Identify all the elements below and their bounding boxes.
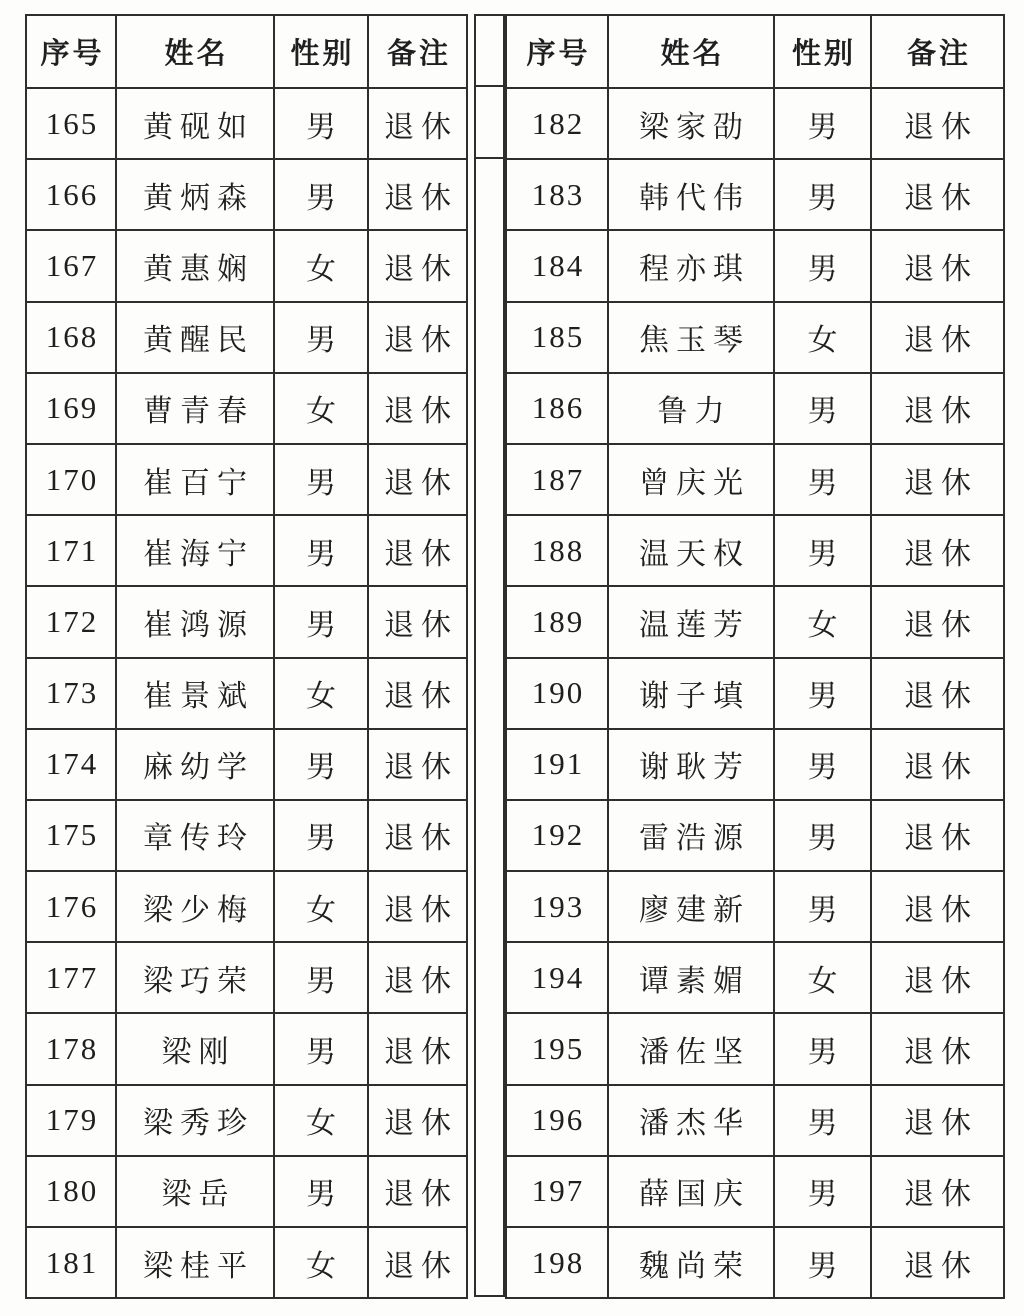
cell-serial: 173 — [26, 658, 116, 729]
cell-serial: 192 — [506, 800, 608, 871]
cell-gender: 男 — [774, 159, 871, 230]
cell-serial: 196 — [506, 1085, 608, 1156]
cell-name: 程亦琪 — [608, 230, 774, 301]
cell-serial: 187 — [506, 444, 608, 515]
cell-serial: 188 — [506, 515, 608, 586]
cell-name: 梁巧荣 — [116, 942, 274, 1013]
cell-remark: 退休 — [871, 159, 1004, 230]
cell-gender: 男 — [774, 88, 871, 159]
cell-serial: 189 — [506, 586, 608, 657]
cell-serial: 184 — [506, 230, 608, 301]
cell-gender: 男 — [774, 444, 871, 515]
cell-gender: 女 — [774, 942, 871, 1013]
cell-gender: 女 — [274, 230, 368, 301]
table-row — [26, 159, 467, 230]
cell-gender: 男 — [274, 88, 368, 159]
cell-name: 崔海宁 — [116, 515, 274, 586]
cell-serial: 198 — [506, 1227, 608, 1298]
table-row — [506, 230, 1004, 301]
cell-remark: 退休 — [368, 88, 467, 159]
cell-serial: 182 — [506, 88, 608, 159]
cell-gender: 男 — [774, 515, 871, 586]
table-row — [506, 1156, 1004, 1227]
cell-remark: 退休 — [368, 373, 467, 444]
cell-serial: 168 — [26, 302, 116, 373]
cell-name: 崔景斌 — [116, 658, 274, 729]
cell-name: 崔鸿源 — [116, 586, 274, 657]
cell-remark: 退休 — [871, 1156, 1004, 1227]
cell-gender: 女 — [274, 871, 368, 942]
cell-name: 黄惠娴 — [116, 230, 274, 301]
cell-serial: 194 — [506, 942, 608, 1013]
cell-gender: 男 — [274, 302, 368, 373]
cell-gender: 男 — [774, 800, 871, 871]
cell-name: 薛国庆 — [608, 1156, 774, 1227]
cell-name: 麻幼学 — [116, 729, 274, 800]
cell-serial: 197 — [506, 1156, 608, 1227]
cell-serial: 180 — [26, 1156, 116, 1227]
cell-gender: 男 — [274, 586, 368, 657]
table-row — [506, 1013, 1004, 1084]
cell-remark: 退休 — [368, 942, 467, 1013]
cell-name: 梁岳 — [116, 1156, 274, 1227]
cell-serial: 169 — [26, 373, 116, 444]
table-row — [506, 942, 1004, 1013]
table-row — [506, 373, 1004, 444]
cell-remark: 退休 — [368, 302, 467, 373]
cell-remark: 退休 — [368, 871, 467, 942]
table-row — [26, 871, 467, 942]
cell-gender: 女 — [774, 586, 871, 657]
cell-remark: 退休 — [368, 1227, 467, 1298]
cell-gender: 男 — [774, 871, 871, 942]
cell-name: 谢子填 — [608, 658, 774, 729]
cell-serial: 166 — [26, 159, 116, 230]
cell-name: 韩代伟 — [608, 159, 774, 230]
cell-name: 梁刚 — [116, 1013, 274, 1084]
header-row — [506, 15, 1004, 88]
cell-name: 曾庆光 — [608, 444, 774, 515]
cell-remark: 退休 — [871, 729, 1004, 800]
cell-remark: 退休 — [368, 1085, 467, 1156]
cell-gender: 女 — [274, 1227, 368, 1298]
cell-remark: 退休 — [368, 1156, 467, 1227]
table-header — [506, 15, 1004, 88]
cell-name: 温莲芳 — [608, 586, 774, 657]
cell-name: 魏尚荣 — [608, 1227, 774, 1298]
header-name: 姓名 — [116, 15, 274, 88]
spacer-cell — [476, 16, 503, 87]
table-row — [26, 729, 467, 800]
table-row — [506, 871, 1004, 942]
table-row — [26, 88, 467, 159]
table-row — [506, 88, 1004, 159]
cell-gender: 女 — [274, 1085, 368, 1156]
table-row — [26, 444, 467, 515]
table-row — [26, 1156, 467, 1227]
cell-remark: 退休 — [871, 230, 1004, 301]
table-row — [26, 586, 467, 657]
table-row — [506, 1085, 1004, 1156]
personnel-table-left — [25, 14, 468, 1299]
cell-name: 谢耿芳 — [608, 729, 774, 800]
cell-serial: 193 — [506, 871, 608, 942]
cell-gender: 男 — [774, 373, 871, 444]
cell-serial: 191 — [506, 729, 608, 800]
cell-name: 雷浩源 — [608, 800, 774, 871]
table-row — [506, 515, 1004, 586]
cell-serial: 176 — [26, 871, 116, 942]
table-row — [506, 444, 1004, 515]
cell-serial: 178 — [26, 1013, 116, 1084]
cell-gender: 男 — [274, 729, 368, 800]
table-header — [26, 15, 467, 88]
table-row — [506, 800, 1004, 871]
table-row — [26, 230, 467, 301]
table-row — [26, 373, 467, 444]
cell-name: 黄砚如 — [116, 88, 274, 159]
cell-gender: 女 — [774, 302, 871, 373]
cell-remark: 退休 — [871, 871, 1004, 942]
cell-serial: 179 — [26, 1085, 116, 1156]
personnel-table-right — [505, 14, 1005, 1299]
cell-gender: 男 — [774, 230, 871, 301]
table-row — [506, 658, 1004, 729]
header-gender: 性别 — [274, 15, 368, 88]
header-gender: 性别 — [774, 15, 871, 88]
cell-gender: 男 — [774, 658, 871, 729]
cell-remark: 退休 — [368, 586, 467, 657]
table-row — [506, 302, 1004, 373]
table-row — [506, 729, 1004, 800]
cell-remark: 退休 — [368, 729, 467, 800]
header-remark: 备注 — [368, 15, 467, 88]
cell-name: 黄醒民 — [116, 302, 274, 373]
cell-serial: 183 — [506, 159, 608, 230]
cell-serial: 175 — [26, 800, 116, 871]
cell-serial: 190 — [506, 658, 608, 729]
cell-remark: 退休 — [871, 373, 1004, 444]
cell-serial: 177 — [26, 942, 116, 1013]
cell-remark: 退休 — [871, 658, 1004, 729]
cell-remark: 退休 — [368, 230, 467, 301]
cell-remark: 退休 — [368, 159, 467, 230]
cell-remark: 退休 — [871, 1013, 1004, 1084]
cell-gender: 男 — [774, 1013, 871, 1084]
table-row — [26, 800, 467, 871]
cell-name: 廖建新 — [608, 871, 774, 942]
cell-remark: 退休 — [871, 1085, 1004, 1156]
table-row — [26, 515, 467, 586]
spacer-column — [474, 14, 505, 1297]
cell-name: 曹青春 — [116, 373, 274, 444]
cell-gender: 男 — [774, 1156, 871, 1227]
cell-serial: 165 — [26, 88, 116, 159]
cell-serial: 172 — [26, 586, 116, 657]
cell-gender: 男 — [274, 515, 368, 586]
cell-remark: 退休 — [871, 88, 1004, 159]
cell-name: 温天权 — [608, 515, 774, 586]
cell-name: 梁秀珍 — [116, 1085, 274, 1156]
cell-serial: 167 — [26, 230, 116, 301]
header-serial: 序号 — [506, 15, 608, 88]
cell-name: 章传玲 — [116, 800, 274, 871]
header-name: 姓名 — [608, 15, 774, 88]
cell-name: 梁家劭 — [608, 88, 774, 159]
cell-name: 崔百宁 — [116, 444, 274, 515]
cell-remark: 退休 — [368, 515, 467, 586]
cell-name: 梁少梅 — [116, 871, 274, 942]
cell-gender: 男 — [274, 159, 368, 230]
cell-gender: 男 — [274, 942, 368, 1013]
cell-serial: 195 — [506, 1013, 608, 1084]
cell-name: 谭素媚 — [608, 942, 774, 1013]
cell-name: 鲁力 — [608, 373, 774, 444]
cell-remark: 退休 — [871, 302, 1004, 373]
cell-name: 焦玉琴 — [608, 302, 774, 373]
header-row — [26, 15, 467, 88]
cell-name: 潘杰华 — [608, 1085, 774, 1156]
cell-gender: 男 — [774, 1227, 871, 1298]
cell-name: 梁桂平 — [116, 1227, 274, 1298]
cell-remark: 退休 — [871, 444, 1004, 515]
cell-gender: 女 — [274, 373, 368, 444]
table-row — [26, 1085, 467, 1156]
table-row — [506, 586, 1004, 657]
cell-gender: 男 — [274, 444, 368, 515]
cell-gender: 男 — [774, 729, 871, 800]
cell-serial: 181 — [26, 1227, 116, 1298]
cell-name: 潘佐坚 — [608, 1013, 774, 1084]
table-body — [506, 88, 1004, 1298]
table-row — [26, 302, 467, 373]
cell-remark: 退休 — [871, 942, 1004, 1013]
header-serial: 序号 — [26, 15, 116, 88]
cell-serial: 185 — [506, 302, 608, 373]
cell-gender: 男 — [274, 1013, 368, 1084]
table-body — [26, 88, 467, 1298]
cell-gender: 男 — [774, 1085, 871, 1156]
cell-serial: 186 — [506, 373, 608, 444]
cell-gender: 男 — [274, 1156, 368, 1227]
header-remark: 备注 — [871, 15, 1004, 88]
cell-remark: 退休 — [368, 1013, 467, 1084]
cell-remark: 退休 — [368, 800, 467, 871]
cell-remark: 退休 — [871, 515, 1004, 586]
spacer-cell — [476, 87, 503, 159]
cell-remark: 退休 — [368, 658, 467, 729]
cell-remark: 退休 — [368, 444, 467, 515]
cell-gender: 男 — [274, 800, 368, 871]
cell-name: 黄炳森 — [116, 159, 274, 230]
table-row — [506, 159, 1004, 230]
cell-serial: 171 — [26, 515, 116, 586]
table-row — [26, 1227, 467, 1298]
cell-remark: 退休 — [871, 586, 1004, 657]
table-row — [26, 942, 467, 1013]
table-row — [506, 1227, 1004, 1298]
cell-serial: 170 — [26, 444, 116, 515]
cell-remark: 退休 — [871, 800, 1004, 871]
table-row — [26, 658, 467, 729]
cell-serial: 174 — [26, 729, 116, 800]
table-row — [26, 1013, 467, 1084]
cell-remark: 退休 — [871, 1227, 1004, 1298]
cell-gender: 女 — [274, 658, 368, 729]
